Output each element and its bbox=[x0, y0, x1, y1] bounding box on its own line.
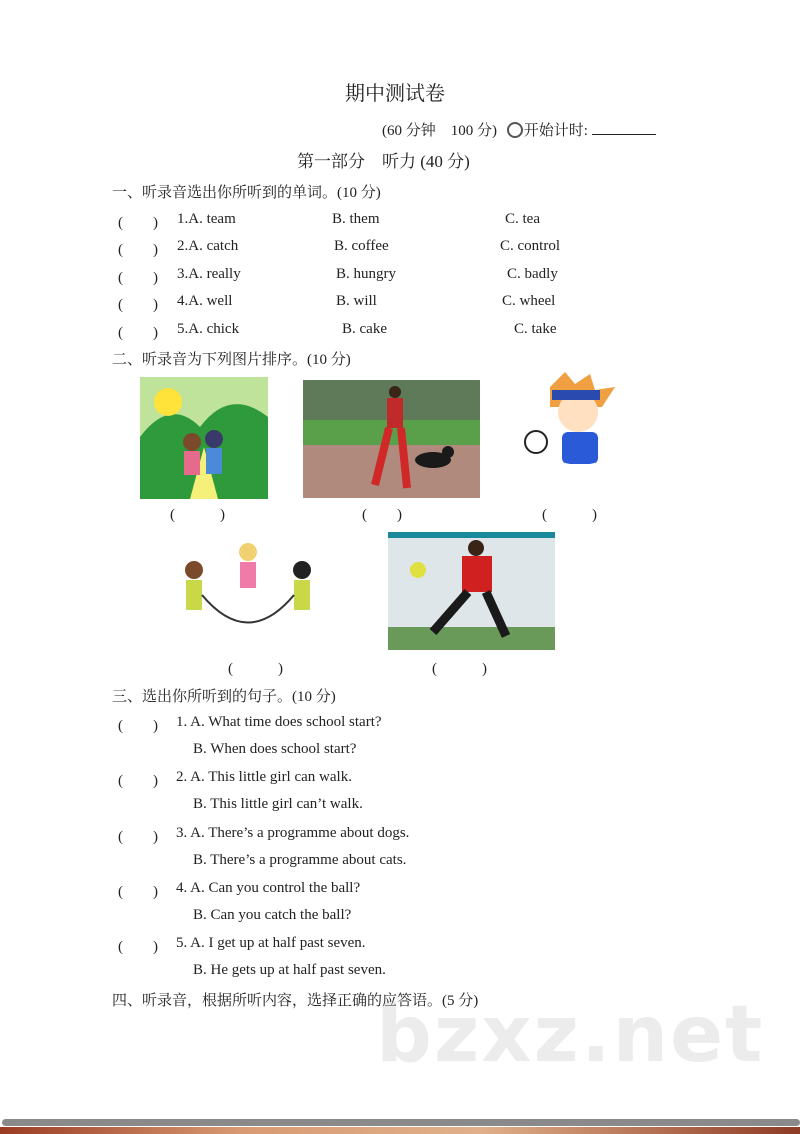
option-c: C. badly bbox=[507, 266, 558, 282]
option-b: B. hungry bbox=[336, 266, 396, 282]
goalkeeper-image bbox=[388, 532, 555, 650]
man-walking-dog-image bbox=[303, 380, 480, 498]
section4-heading: 四、听录音，根据所听内容，选择正确的应答语。(5 分) bbox=[112, 993, 479, 1009]
option-b: B. Can you catch the ball? bbox=[193, 907, 352, 923]
option-b: B. coffee bbox=[334, 238, 389, 254]
picture-paren: ( ) bbox=[432, 661, 487, 677]
option-c: C. take bbox=[514, 321, 557, 337]
option-a: 1.A. team bbox=[177, 211, 236, 227]
option-c: C. tea bbox=[505, 211, 540, 227]
option-a: 3. A. There’s a programme about dogs. bbox=[176, 825, 410, 841]
answer-paren[interactable]: ( ) bbox=[118, 325, 158, 341]
section1-heading: 一、听录音选出你所听到的单词。(10 分) bbox=[112, 185, 381, 201]
picture-paren: ( ) bbox=[228, 661, 283, 677]
option-a: 1. A. What time does school start? bbox=[176, 714, 382, 730]
option-b: B. This little girl can’t walk. bbox=[193, 796, 363, 812]
option-c: C. control bbox=[500, 238, 560, 254]
picture-paren: ( ) bbox=[362, 507, 402, 523]
answer-paren[interactable]: ( ) bbox=[118, 829, 158, 845]
answer-paren[interactable]: ( ) bbox=[118, 270, 158, 286]
section2-heading: 二、听录音为下列图片排序。(10 分) bbox=[112, 352, 351, 368]
option-b: B. There’s a programme about cats. bbox=[193, 852, 407, 868]
option-b: B. When does school start? bbox=[193, 741, 357, 757]
part-heading: 第一部分 听力 (40 分) bbox=[297, 152, 470, 171]
background-strip bbox=[0, 1127, 800, 1134]
clock-icon bbox=[507, 122, 523, 138]
page-title: 期中测试卷 bbox=[345, 83, 445, 105]
option-a: 5. A. I get up at half past seven. bbox=[176, 935, 366, 951]
time-score: (60 分钟 100 分) bbox=[382, 123, 497, 139]
start-timer-label: 开始计时: bbox=[523, 123, 588, 139]
option-b: B. He gets up at half past seven. bbox=[193, 962, 386, 978]
option-c: C. wheel bbox=[502, 293, 556, 309]
girls-skipping-rope-image bbox=[178, 540, 318, 640]
option-a: 4. A. Can you control the ball? bbox=[176, 880, 361, 896]
option-b: B. them bbox=[332, 211, 380, 227]
answer-paren[interactable]: ( ) bbox=[118, 297, 158, 313]
picture-paren: ( ) bbox=[170, 507, 225, 523]
children-walking-image bbox=[140, 377, 268, 499]
horizontal-scrollbar[interactable] bbox=[2, 1119, 800, 1126]
answer-paren[interactable]: ( ) bbox=[118, 939, 158, 955]
option-a: 2.A. catch bbox=[177, 238, 239, 254]
answer-paren[interactable]: ( ) bbox=[118, 773, 158, 789]
option-a: 2. A. This little girl can walk. bbox=[176, 769, 352, 785]
option-a: 3.A. really bbox=[177, 266, 241, 282]
option-b: B. cake bbox=[342, 321, 387, 337]
answer-paren[interactable]: ( ) bbox=[118, 242, 158, 258]
option-a: 5.A. chick bbox=[177, 321, 240, 337]
answer-paren[interactable]: ( ) bbox=[118, 718, 158, 734]
option-b: B. will bbox=[336, 293, 377, 309]
option-a: 4.A. well bbox=[177, 293, 233, 309]
answer-paren[interactable]: ( ) bbox=[118, 884, 158, 900]
boy-kicking-ball-image bbox=[520, 372, 626, 500]
picture-paren: ( ) bbox=[542, 507, 597, 523]
watermark: bzxz.net bbox=[376, 990, 765, 1080]
start-time-blank[interactable] bbox=[592, 122, 656, 135]
section3-heading: 三、选出你所听到的句子。(10 分) bbox=[112, 689, 336, 705]
answer-paren[interactable]: ( ) bbox=[118, 215, 158, 231]
exam-info bbox=[382, 119, 656, 140]
